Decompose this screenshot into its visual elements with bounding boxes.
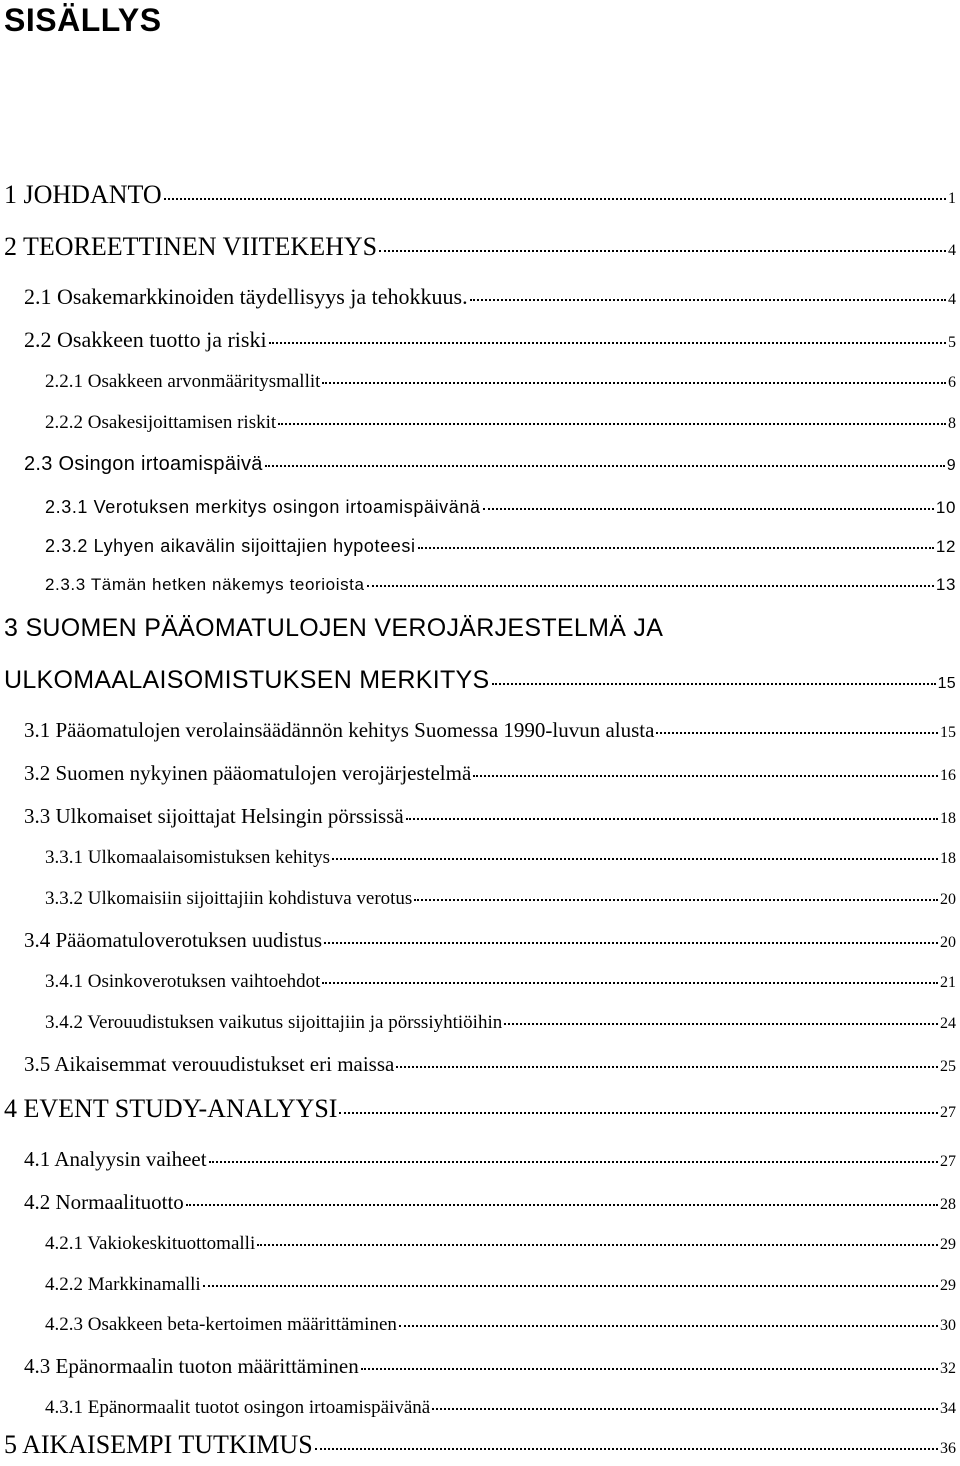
toc-entry-page: 15 xyxy=(937,675,956,692)
toc-entry-page: 4 xyxy=(948,291,956,308)
toc-entry-page: 13 xyxy=(935,575,956,594)
toc-entry-page: 15 xyxy=(940,724,956,741)
dot-leader xyxy=(265,465,945,467)
dot-leader xyxy=(322,382,946,384)
dot-leader xyxy=(396,1066,938,1068)
toc-entry[interactable] xyxy=(24,1190,956,1215)
dot-leader xyxy=(332,858,938,860)
toc-entry[interactable] xyxy=(24,327,956,353)
toc-entry-page: 29 xyxy=(940,1236,956,1253)
toc-entry-label: 3.4.2 Verouudistuksen vaikutus sijoittajiin ja pörssiyhtiöihin xyxy=(45,1012,503,1033)
toc-entry-page: 20 xyxy=(940,934,956,951)
toc-entry[interactable] xyxy=(45,371,956,393)
dot-leader xyxy=(209,1161,938,1163)
dot-leader xyxy=(483,508,934,510)
dot-leader xyxy=(504,1023,938,1025)
toc-entry[interactable] xyxy=(24,928,956,953)
toc-entry-label: 3.3.2 Ulkomaisiin sijoittajiin kohdistuva verotus xyxy=(45,888,413,909)
toc-entry[interactable] xyxy=(45,497,956,518)
dot-leader xyxy=(257,1244,938,1246)
dot-leader xyxy=(399,1325,938,1327)
toc-entry[interactable] xyxy=(24,284,956,310)
toc-entry-page: 10 xyxy=(935,498,956,517)
toc-entry[interactable] xyxy=(4,180,956,210)
page-title: SISÄLLYS xyxy=(4,2,162,38)
toc-entry-label: 4.2.2 Markkinamalli xyxy=(45,1274,201,1295)
toc-entry-label: 3.4 Pääomatuloverotuksen uudistus xyxy=(24,928,323,952)
toc-entry[interactable] xyxy=(45,412,956,434)
toc-entry-page: 32 xyxy=(940,1360,956,1377)
toc-entry-label: 5 AIKAISEMPI TUTKIMUS xyxy=(4,1430,313,1459)
dot-leader xyxy=(278,423,946,425)
toc-entry-page: 16 xyxy=(940,767,956,784)
toc-entry[interactable] xyxy=(45,888,956,910)
dot-leader xyxy=(473,775,938,777)
toc-entry-label: 4 EVENT STUDY-ANALYYSI xyxy=(4,1094,338,1123)
toc-entry-label: 2.3.3 Tämän hetken näkemys teorioista xyxy=(45,575,365,594)
toc-entry[interactable] xyxy=(45,1233,956,1255)
toc-entry[interactable] xyxy=(45,1274,956,1296)
dot-leader xyxy=(315,1448,938,1450)
toc-entry-label: 2.2 Osakkeen tuotto ja riski xyxy=(24,327,267,352)
dot-leader xyxy=(414,899,938,901)
toc-entry-label: 2 TEOREETTINEN VIITEKEHYS xyxy=(4,232,378,261)
toc-entry-label: 3.3.1 Ulkomaalaisomistuksen kehitys xyxy=(45,847,330,868)
toc-entry-label: 3.1 Pääomatulojen verolainsäädännön kehitys Suomessa 1990-luvun alusta xyxy=(24,718,655,742)
toc-entry-label: 3.3 Ulkomaiset sijoittajat Helsingin pörssissä xyxy=(24,804,404,828)
dot-leader xyxy=(406,818,938,820)
toc-entry[interactable] xyxy=(45,971,956,993)
toc-entry[interactable] xyxy=(24,1147,956,1172)
toc-entry-page: 8 xyxy=(948,415,956,432)
toc-entry-label: 1 JOHDANTO xyxy=(4,180,162,209)
toc-entry[interactable] xyxy=(45,575,956,595)
toc-entry[interactable] xyxy=(24,804,956,829)
dot-leader xyxy=(361,1368,938,1370)
toc-entry-label: 2.1 Osakemarkkinoiden täydellisyys ja tehokkuus. xyxy=(24,284,468,309)
toc-entry-page: 9 xyxy=(946,457,956,474)
toc-entry-label: 3.4.1 Osinkoverotuksen vaihtoehdot xyxy=(45,971,321,992)
toc-entry[interactable] xyxy=(4,1094,956,1124)
toc-entry[interactable] xyxy=(45,1314,956,1336)
toc-entry[interactable] xyxy=(45,536,956,557)
toc-entry[interactable] xyxy=(24,761,956,786)
dot-leader xyxy=(324,942,938,944)
toc-entry-page: 24 xyxy=(940,1015,956,1032)
dot-leader xyxy=(164,198,946,200)
toc-entry-label: 2.2.1 Osakkeen arvonmääritysmallit xyxy=(45,371,321,392)
dot-leader xyxy=(432,1408,938,1410)
toc-entry-label: 2.3.1 Verotuksen merkitys osingon irtoamispäivänä xyxy=(45,497,481,517)
dot-leader xyxy=(492,683,936,685)
toc-entry-page: 34 xyxy=(940,1400,956,1417)
toc-entry-page: 28 xyxy=(940,1196,956,1213)
toc-entry-label[interactable]: 3 SUOMEN PÄÄOMATULOJEN VEROJÄRJESTELMÄ JA xyxy=(4,614,664,642)
toc-entry-label: 3.5 Aikaisemmat verouudistukset eri maissa xyxy=(24,1052,395,1076)
toc-entry-page: 12 xyxy=(935,537,956,556)
toc-entry[interactable] xyxy=(45,847,956,869)
toc-entry[interactable] xyxy=(24,453,956,476)
toc-entry[interactable] xyxy=(4,232,956,262)
toc-entry-page: 1 xyxy=(948,190,956,207)
dot-leader xyxy=(367,585,934,587)
toc-entry-label: 4.1 Analyysin vaiheet xyxy=(24,1147,207,1171)
toc-entry-page: 27 xyxy=(940,1153,956,1170)
toc-entry[interactable] xyxy=(4,666,956,695)
toc-entry-label: ULKOMAALAISOMISTUKSEN MERKITYS xyxy=(4,666,490,694)
toc-entry-page: 6 xyxy=(948,374,956,391)
toc-entry-page: 5 xyxy=(948,334,956,351)
toc-entry-label: 2.3 Osingon irtoamispäivä xyxy=(24,453,263,475)
toc-entry-page: 29 xyxy=(940,1277,956,1294)
dot-leader xyxy=(418,547,934,549)
toc-entry[interactable] xyxy=(4,1430,956,1460)
toc-entry[interactable] xyxy=(24,1354,956,1379)
toc-entry-page: 4 xyxy=(948,242,956,259)
toc-entry-label: 4.3 Epänormaalin tuoton määrittäminen xyxy=(24,1354,359,1378)
toc-entry-page: 36 xyxy=(940,1440,956,1457)
dot-leader xyxy=(186,1204,938,1206)
dot-leader xyxy=(269,342,946,344)
dot-leader xyxy=(339,1112,938,1114)
toc-entry[interactable] xyxy=(45,1397,956,1419)
dot-leader xyxy=(470,299,946,301)
toc-entry-page: 27 xyxy=(940,1104,956,1121)
dot-leader xyxy=(203,1285,938,1287)
toc-entry[interactable] xyxy=(45,1012,956,1034)
toc-entry-page: 21 xyxy=(940,974,956,991)
toc-entry-page: 25 xyxy=(940,1058,956,1075)
toc-entry-label: 4.3.1 Epänormaalit tuotot osingon irtoamispäivänä xyxy=(45,1397,431,1418)
toc-entry-page: 18 xyxy=(940,810,956,827)
dot-leader xyxy=(379,250,946,252)
toc-entry-label: 4.2.1 Vakiokeskituottomalli xyxy=(45,1233,256,1254)
toc-entry[interactable] xyxy=(24,718,956,743)
toc-entry-label: 4.2 Normaalituotto xyxy=(24,1190,184,1214)
toc-entry-page: 30 xyxy=(940,1317,956,1334)
toc-entry[interactable] xyxy=(24,1052,956,1077)
toc-entry-label: 4.2.3 Osakkeen beta-kertoimen määrittäminen xyxy=(45,1314,397,1335)
dot-leader xyxy=(656,732,938,734)
toc-entry-label: 3.2 Suomen nykyinen pääomatulojen verojärjestelmä xyxy=(24,761,472,785)
dot-leader xyxy=(322,982,938,984)
toc-entry-label: 2.2.2 Osakesijoittamisen riskit xyxy=(45,412,277,433)
toc-entry-label: 2.3.2 Lyhyen aikavälin sijoittajien hypoteesi xyxy=(45,536,416,556)
toc-entry-page: 20 xyxy=(940,891,956,908)
toc-entry-page: 18 xyxy=(940,850,956,867)
